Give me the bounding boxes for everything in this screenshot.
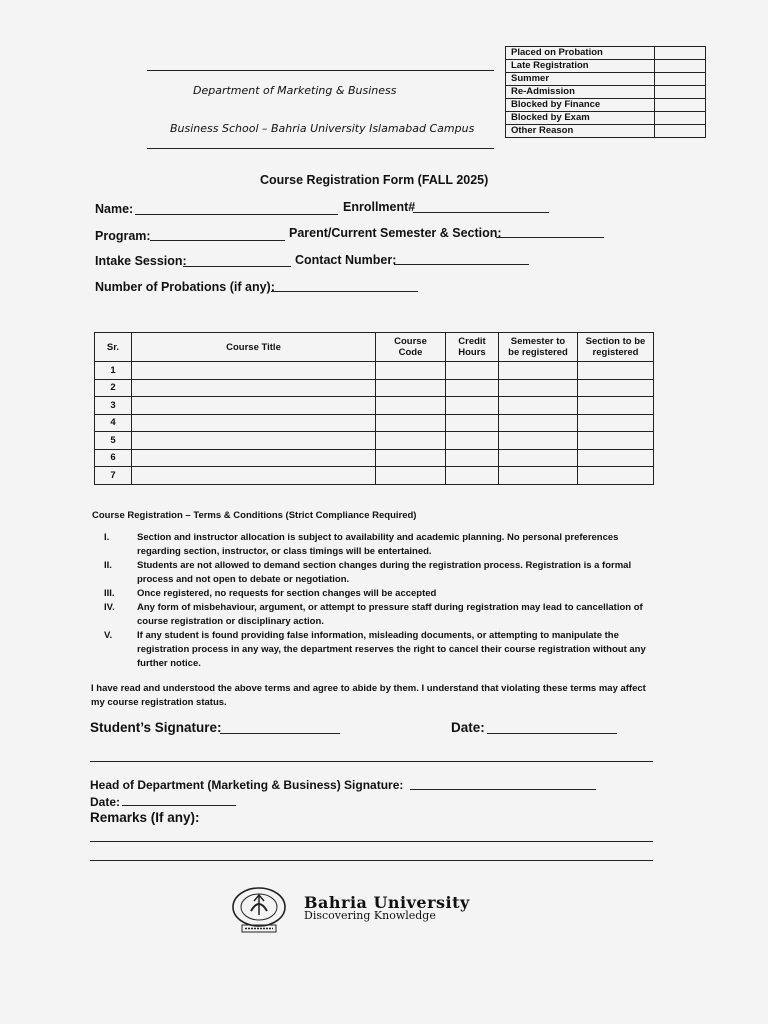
section-divider (90, 761, 653, 762)
hod-date-label: Date: (90, 795, 121, 809)
status-label: Blocked by Finance (506, 99, 655, 112)
remarks-line-2[interactable] (90, 860, 653, 861)
sr-cell: 2 (95, 379, 132, 397)
header-semester-line1: Semester to (510, 336, 566, 347)
course-code-cell[interactable] (376, 362, 446, 380)
header-course-code-line1: Course (394, 336, 427, 347)
status-row (506, 125, 706, 138)
section-cell[interactable] (578, 397, 654, 415)
term-text: Section and instructor allocation is subject to availability and academic planning. No personal preferences regarding section, instructor, or class timings will be entertained. (137, 532, 619, 557)
course-title-cell[interactable] (132, 467, 376, 485)
status-label: Late Registration (506, 60, 655, 73)
term-number: III. (104, 588, 115, 599)
course-row (95, 397, 654, 415)
credit-hours-cell[interactable] (446, 397, 499, 415)
enrollment-field[interactable] (413, 212, 549, 213)
status-checkbox-cell[interactable] (655, 60, 706, 73)
university-tagline: Discovering Knowledge (304, 909, 436, 922)
sr-cell: 1 (95, 362, 132, 380)
course-row (95, 432, 654, 450)
term-text: Any form of misbehaviour, argument, or attempt to pressure staff during registration may lead to cancellation of course registration or disciplinary action. (137, 602, 643, 627)
university-seal (226, 887, 292, 935)
status-checklist-table (505, 46, 706, 138)
remarks-label: Remarks (If any): (90, 810, 200, 825)
header-course-code (376, 333, 446, 362)
course-title-cell[interactable] (132, 414, 376, 432)
header-course-title-text: Course Title (226, 341, 281, 353)
header-semester-line2: be registered (508, 347, 568, 358)
semester-cell[interactable] (499, 397, 578, 415)
header-credit-hours (446, 333, 499, 362)
header-bottom-rule (147, 148, 494, 149)
enrollment-label: Enrollment# (343, 200, 416, 214)
term-number: V. (104, 630, 113, 641)
semester-section-label: Parent/Current Semester & Section: (289, 226, 502, 240)
contact-number-label: Contact Number: (295, 253, 397, 267)
semester-cell[interactable] (499, 379, 578, 397)
status-checkbox-cell[interactable] (655, 112, 706, 125)
status-label: Other Reason (506, 125, 655, 138)
student-date-field[interactable] (487, 733, 617, 734)
course-table (94, 332, 654, 485)
student-date-label: Date: (451, 720, 485, 735)
name-label: Name: (95, 202, 134, 216)
course-row (95, 362, 654, 380)
course-row (95, 467, 654, 485)
probations-label: Number of Probations (if any): (95, 280, 275, 294)
header-section-line2: registered (592, 347, 639, 358)
name-field[interactable] (135, 214, 338, 215)
university-name: Bahria University (304, 893, 470, 912)
course-row (95, 379, 654, 397)
intake-session-field[interactable] (183, 266, 291, 267)
status-label: Placed on Probation (506, 47, 655, 60)
course-row (95, 449, 654, 467)
sr-cell: 5 (95, 432, 132, 450)
course-title-cell[interactable] (132, 449, 376, 467)
department-name: Department of Marketing & Business (193, 84, 397, 97)
header-course-code-line2: Code (398, 347, 423, 358)
semester-cell[interactable] (499, 362, 578, 380)
status-label: Summer (506, 73, 655, 86)
section-cell[interactable] (578, 432, 654, 450)
course-table-header (95, 333, 654, 362)
course-code-cell[interactable] (376, 414, 446, 432)
student-signature-field[interactable] (220, 733, 340, 734)
school-name: Business School – Bahria University Islamabad Campus (170, 122, 475, 135)
semester-cell[interactable] (499, 414, 578, 432)
probations-field[interactable] (271, 291, 418, 292)
credit-hours-cell[interactable] (446, 432, 499, 450)
hod-signature-field[interactable] (410, 789, 596, 790)
term-text: If any student is found providing false information, misleading documents, or attempting to manipulate the registration process in any way, the department reserves the right to cancel their course registration without any further notice. (137, 630, 646, 669)
section-cell[interactable] (578, 414, 654, 432)
semester-section-field[interactable] (496, 237, 604, 238)
hod-date-field[interactable] (122, 805, 236, 806)
student-signature-label: Student’s Signature: (90, 720, 222, 735)
term-number: IV. (104, 602, 115, 613)
status-row (506, 112, 706, 125)
status-row (506, 47, 706, 60)
header-credit-line1: Credit (458, 336, 486, 347)
sr-cell: 4 (95, 414, 132, 432)
program-field[interactable] (150, 240, 285, 241)
credit-hours-cell[interactable] (446, 467, 499, 485)
form-title: Course Registration Form (FALL 2025) (260, 173, 489, 187)
header-course-title (132, 333, 376, 362)
status-row (506, 86, 706, 99)
status-checkbox-cell[interactable] (655, 47, 706, 60)
header-sr-text: Sr. (106, 341, 120, 353)
course-code-cell[interactable] (376, 379, 446, 397)
term-number: II. (104, 560, 112, 571)
semester-cell[interactable] (499, 467, 578, 485)
sr-cell: 7 (95, 467, 132, 485)
course-code-cell[interactable] (376, 449, 446, 467)
remarks-line-1[interactable] (90, 841, 653, 842)
status-row (506, 73, 706, 86)
course-row (95, 414, 654, 432)
term-number: I. (104, 532, 110, 543)
semester-cell[interactable] (499, 449, 578, 467)
status-checkbox-cell[interactable] (655, 86, 706, 99)
course-code-cell[interactable] (376, 432, 446, 450)
header-section-line1: Section to be (585, 336, 646, 347)
status-row (506, 99, 706, 112)
status-row (506, 60, 706, 73)
course-code-cell[interactable] (376, 397, 446, 415)
contact-number-field[interactable] (394, 264, 529, 265)
terms-heading: Course Registration – Terms & Conditions (Strict Compliance Required) (92, 510, 417, 521)
course-code-cell[interactable] (376, 467, 446, 485)
term-text: Once registered, no requests for section changes will be accepted (137, 588, 437, 599)
section-cell[interactable] (578, 362, 654, 380)
sr-cell: 6 (95, 449, 132, 467)
credit-hours-cell[interactable] (446, 449, 499, 467)
intake-session-label: Intake Session: (95, 254, 187, 268)
course-title-cell[interactable] (132, 379, 376, 397)
header-semester (499, 333, 578, 362)
credit-hours-cell[interactable] (446, 362, 499, 380)
course-title-cell[interactable] (132, 397, 376, 415)
term-text: Students are not allowed to demand section changes during the registration process. Registration is a formal process and not open to debate or negotiation. (137, 560, 632, 585)
status-label: Re-Admission (506, 86, 655, 99)
status-checkbox-cell[interactable] (655, 125, 706, 138)
header-top-rule (147, 70, 494, 71)
course-title-cell[interactable] (132, 432, 376, 450)
hod-signature-label: Head of Department (Marketing & Business) Signature: (90, 778, 404, 792)
credit-hours-cell[interactable] (446, 414, 499, 432)
semester-cell[interactable] (499, 432, 578, 450)
program-label: Program: (95, 229, 151, 243)
status-checkbox-cell[interactable] (655, 73, 706, 86)
section-cell[interactable] (578, 467, 654, 485)
agreement-text: I have read and understood the above terms and agree to abide by them. I understand that violating these terms may affect my course registration status. (91, 683, 646, 708)
section-cell[interactable] (578, 449, 654, 467)
credit-hours-cell[interactable] (446, 379, 499, 397)
header-section (578, 333, 654, 362)
sr-cell: 3 (95, 397, 132, 415)
header-sr (95, 333, 132, 362)
status-label: Blocked by Exam (506, 112, 655, 125)
section-cell[interactable] (578, 379, 654, 397)
seal-icon (226, 887, 292, 935)
course-title-cell[interactable] (132, 362, 376, 380)
status-checkbox-cell[interactable] (655, 99, 706, 112)
header-credit-line2: Hours (458, 347, 486, 358)
